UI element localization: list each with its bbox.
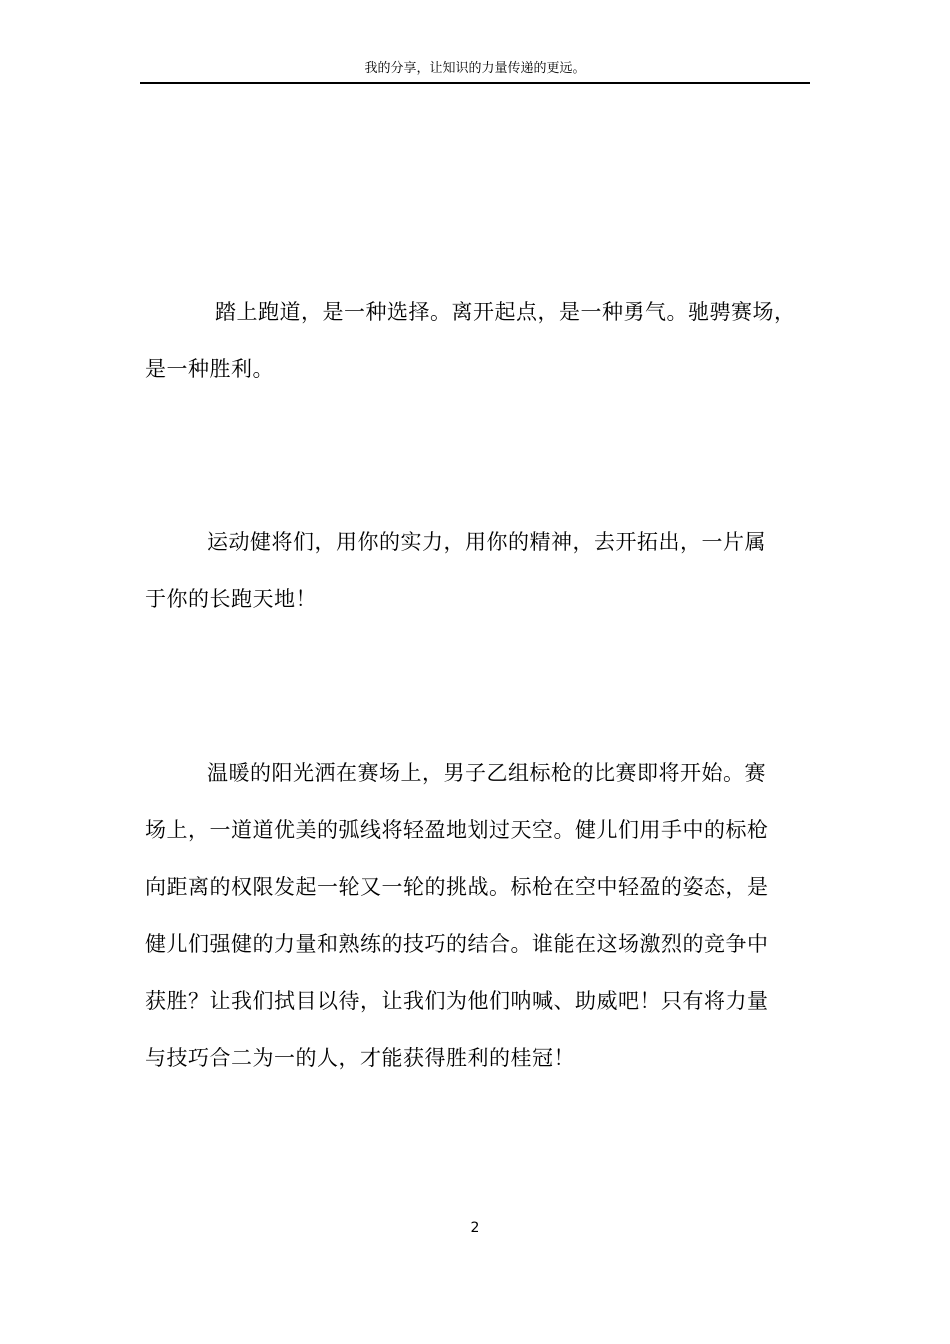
paragraph-line: 于你的长跑天地！ [145,587,317,611]
paragraph-3 [145,745,825,1087]
paragraph-line: 向距离的权限发起一轮又一轮的挑战。标枪在空中轻盈的姿态，是 [145,875,769,899]
page-header: 我的分享，让知识的力量传递的更远。 [364,61,586,76]
paragraph-line: 获胜？让我们拭目以待，让我们为他们呐喊、助威吧！只有将力量 [145,989,769,1013]
paragraph-1 [145,284,825,398]
page-number: 2 [470,1220,480,1236]
paragraph-line: 运动健将们，用你的实力，用你的精神，去开拓出，一片属 [207,530,766,554]
paragraph-line: 温暖的阳光洒在赛场上，男子乙组标枪的比赛即将开始。赛 [207,761,766,785]
paragraph-line: 健儿们强健的力量和熟练的技巧的结合。谁能在这场激烈的竞争中 [145,932,769,956]
paragraph-line: 是一种胜利。 [145,357,274,381]
header-divider [140,82,810,84]
paragraph-line: 场上，一道道优美的弧线将轻盈地划过天空。健儿们用手中的标枪 [145,818,769,842]
paragraph-line: 踏上跑道，是一种选择。离开起点，是一种勇气。驰骋赛场， [215,300,796,324]
paragraph-line: 与技巧合二为一的人，才能获得胜利的桂冠！ [145,1046,575,1070]
paragraph-2 [145,514,825,628]
